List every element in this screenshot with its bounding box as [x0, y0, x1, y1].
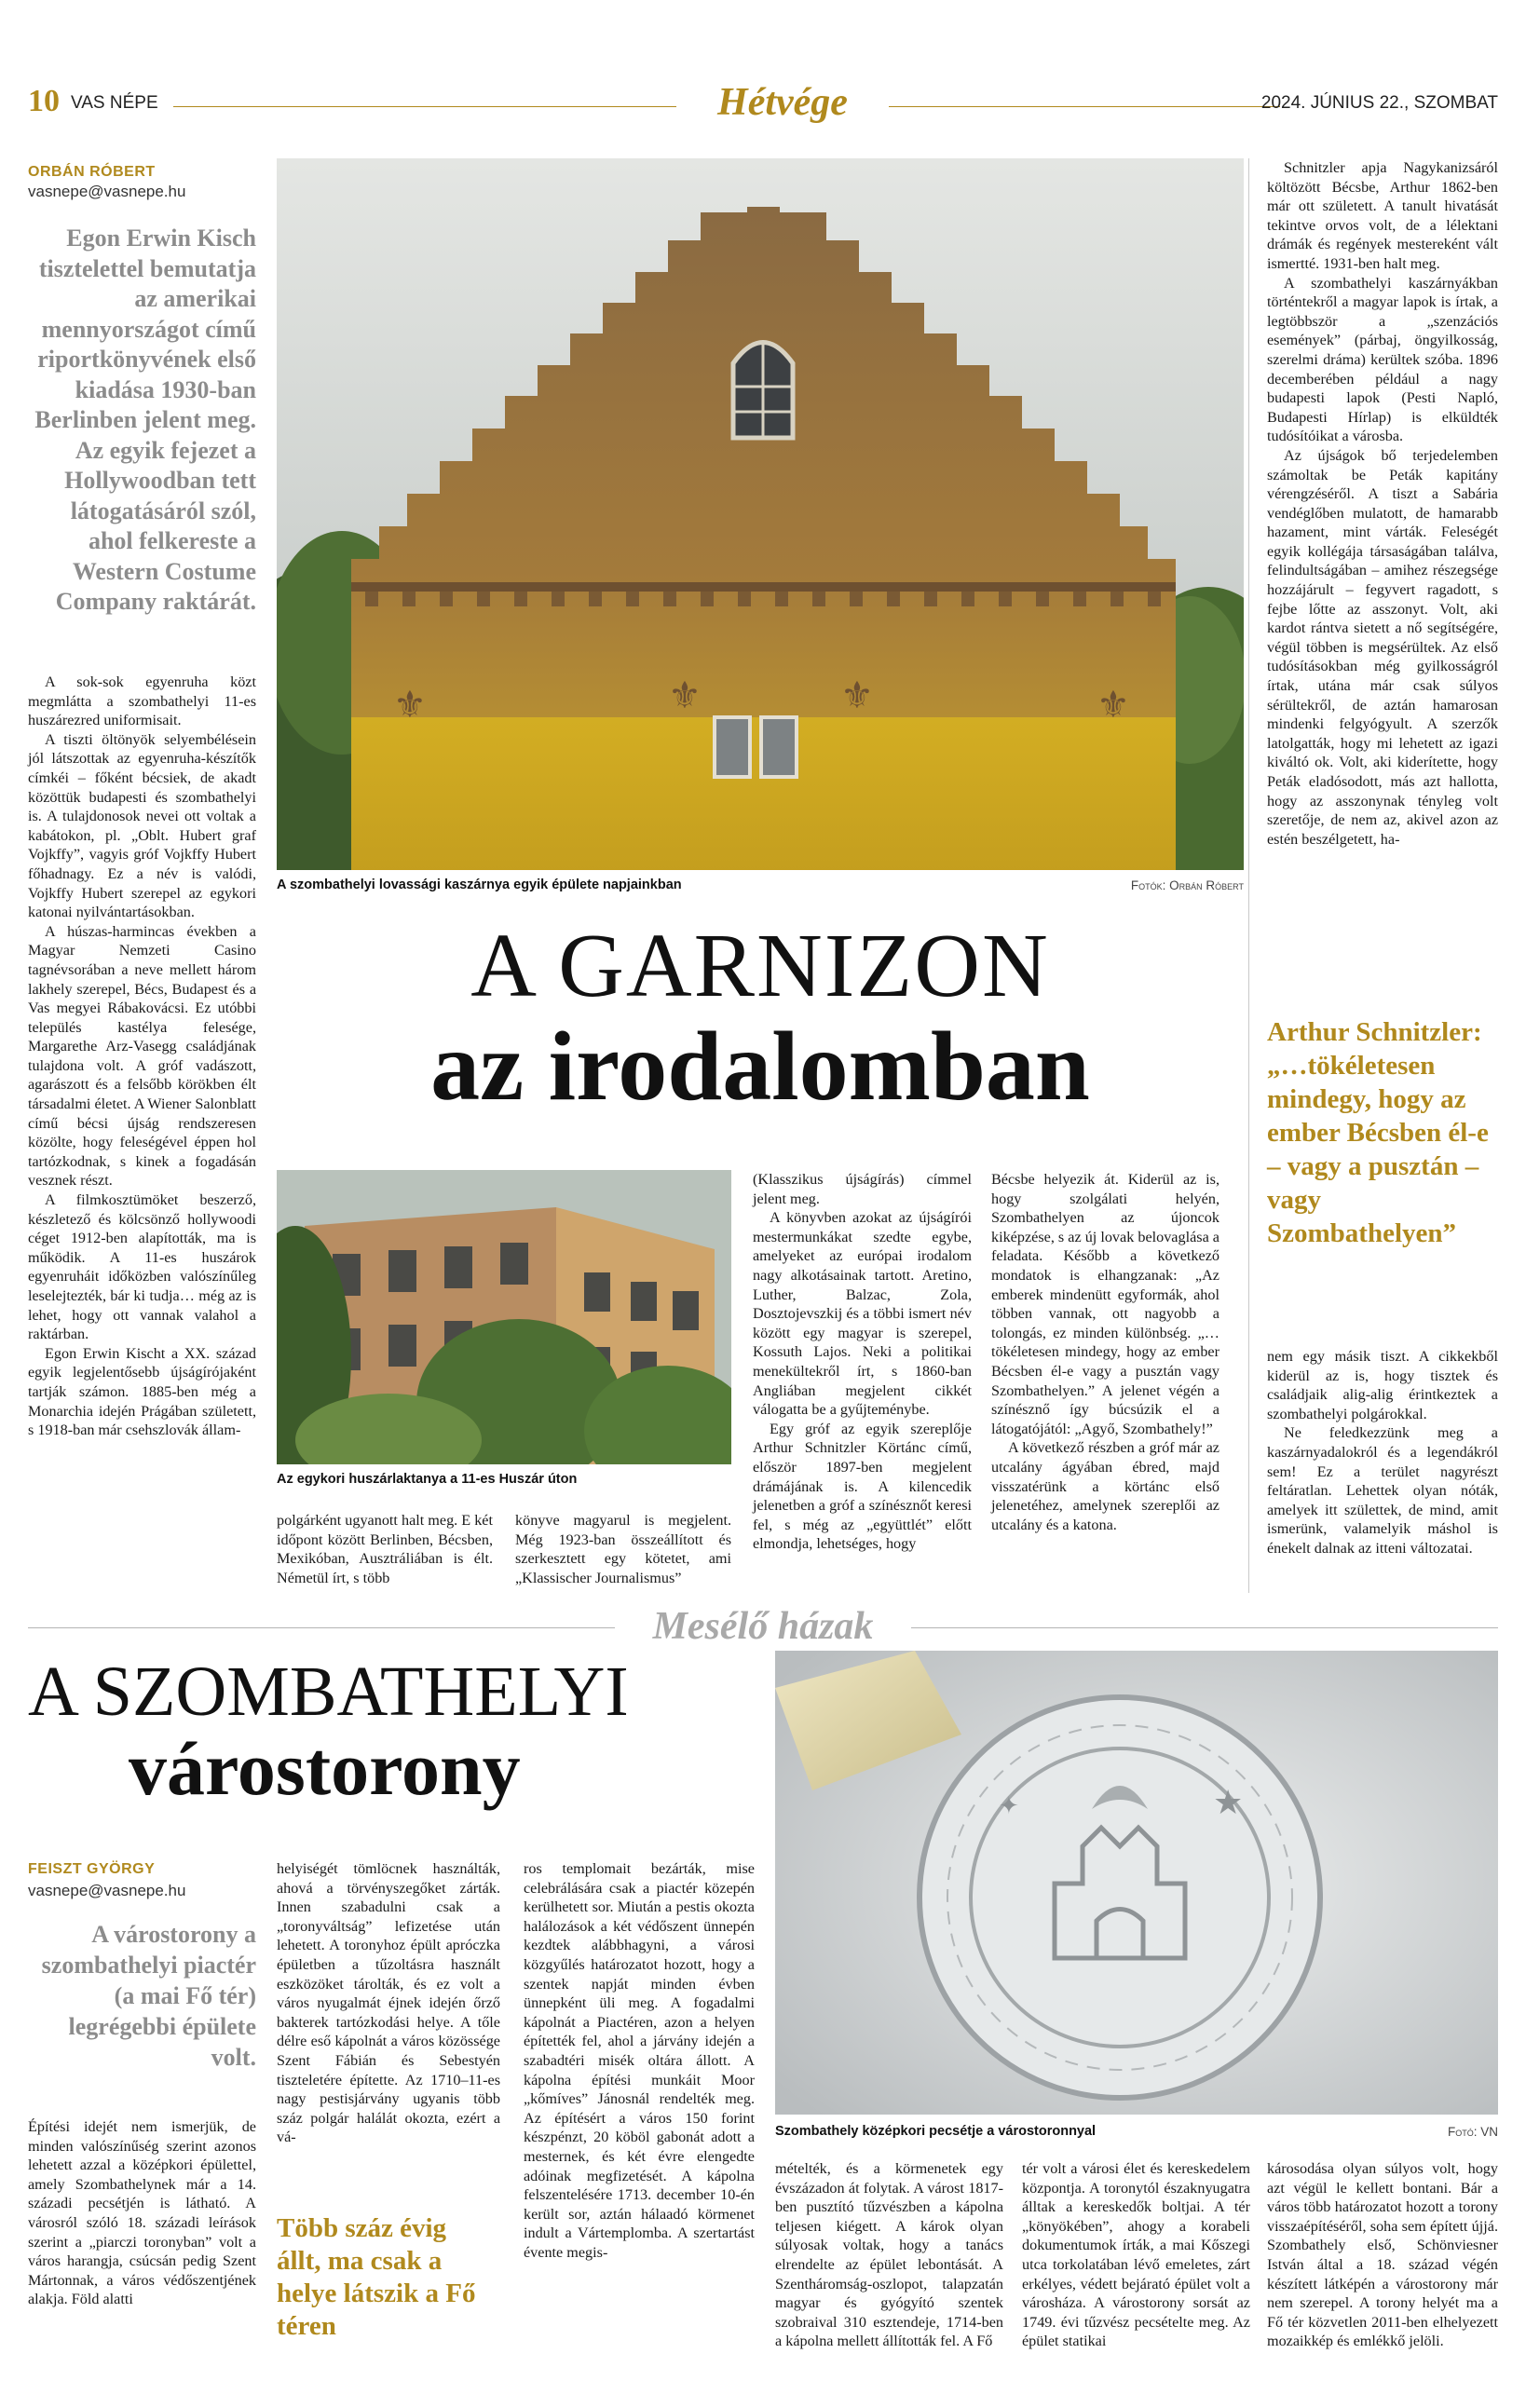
paragraph: helyiségét tömlöcnek használták, ahová a törvényszegőket zárták. Innen szabadulni csak a „toronyváltság” lefizetése után lehetett. A toronyhoz épült apróczka épületben a tűzoltásra használt eszközöket tárolták, és ez volt a város nyugalmát éjnek idején őrző bakterek tartózkodási helye. A tőle délre eső kápolnát a város közössége Szent Fábián és Sebestyén tiszteletére építette. Az 1710–11-es nagy pestisjárvány ugyanis több száz polgár halálát okozta, ezért a vá-: [277, 1860, 500, 2146]
svg-text:⚜: ⚜: [668, 674, 702, 717]
body-col1: [28, 2117, 256, 2309]
body-col6-top: [1267, 158, 1498, 849]
body-col6-bottom: [1267, 1347, 1498, 1558]
paragraph: Egy gróf az egyik szereplője Arthur Schnitzler Körtánc című, először 1897-ben megjelent drámájának is. A kilencedik jelenetben a gróf a színésznőt keresi fel, s még az „együttlét” előtt elmondja, lehetséges, hogy: [753, 1420, 972, 1553]
svg-text:★: ★: [1213, 1784, 1244, 1822]
seal-credit: Fotó: VN: [1448, 2125, 1498, 2139]
body-col4: [753, 1170, 972, 1554]
seal-photo: [775, 1651, 1498, 2115]
paragraph: A következő részben a gróf már az utcalány ágyában ébred, majd visszatérünk a körtánc első jelenetéhez, amelynek szereplői az utcalány és a katona.: [991, 1439, 1219, 1533]
article2-title-line1: A SZOMBATHELYI: [28, 1653, 629, 1731]
body-col5: [1022, 2159, 1250, 2351]
author-email[interactable]: vasnepe@vasnepe.hu: [28, 1882, 186, 1899]
body-col5: [991, 1170, 1219, 1534]
author-email[interactable]: vasnepe@vasnepe.hu: [28, 183, 186, 200]
paragraph: károsodása olyan súlyos volt, hogy azt végül le kellett bontani. Bár a város több határozatot hozott a torony visszaépítéséről, soha sem épített újjá. Szombathely első, Schönviesner István által a 18. század végén készített látképén a várostorony már nem szerepel. A torony helyét ma a Fő tér közvetlen 2011-ben elhelyezett mozaikkép és emlékkő jelöli.: [1267, 2160, 1498, 2350]
photo2-caption: Az egykori huszárlaktanya a 11-es Huszár úton: [277, 1472, 578, 1487]
paragraph: A filmkosztümöket beszerző, készletező és kölcsönző hollywoodi céget 1912-ben alapították, ma is működik. A 11-es huszárok egyenruháit időközben valószínűleg leselejtezték, bár ki tudja… még az is lehet, hogy ott vannak valahol a raktárban.: [28, 1191, 256, 1343]
body-col2: [277, 1859, 500, 2147]
paragraph: A húszas-harmincas években a Magyar Nemzeti Casino tagnévsorában a neve mellett három lakhely szerepel, Bécs, Budapest és a Vas megyei Rábakovácsi. Ez utóbbi település kastélya felesége, Margarethe Arz-Vasegg családjának tulajdona volt. A gróf vadászott, agarászott és a felsőbb körökben élt társadalmi életet. A Wiener Salonblatt című bécsi újság rendszeresen közölte, hogy feleségével éppen hol tartózkodnak, s kinek a fogadásán vesznek részt.: [28, 922, 256, 1190]
barracks-illustration: [277, 158, 1244, 870]
paragraph: polgárként ugyanott halt meg. E két időpont között Berlinben, Bécsben, Mexikóban, Ausztráliában is élt. Németül írt, s több: [277, 1512, 493, 1586]
paragraph: Bécsbe helyezik át. Kiderül az is, hogy szolgálati helyén, Szombathelyen az újoncok kiképzése, s az új lovak belovaglása a feladata. Később a következő mondatok is elhangzanak: „Az emberek mindenütt egyformák, ahol többen vannak, ott nagyobb a tolongás, ez minden különbség. „…tökéletesen mindegy, hogy az ember Bécsben él-e vagy a pusztán vagy Szombathelyen.” A jelenet végén a színésznő így búcsúzik el a látogatójától: „Agyő, Szombathely!”: [991, 1171, 1219, 1437]
svg-text:⚜: ⚜: [1097, 684, 1130, 727]
seal-illustration: [775, 1651, 1498, 2115]
column-rule: [1248, 158, 1249, 1593]
photo1-caption: A szombathelyi lovassági kaszárnya egyik épülete napjainkban: [277, 877, 682, 892]
old-barracks-photo: [277, 1170, 731, 1464]
body-col6: [1267, 2159, 1498, 2351]
paragraph: nem egy másik tiszt. A cikkekből kiderül az is, hogy tisztek és családjaik alig-alig érintkeztek a szombathelyi polgárokkal.: [1267, 1348, 1498, 1422]
barracks-photo: [277, 158, 1244, 870]
paragraph: mételték, és a körmenetek egy évszázadon át folytak. A várost 1817-ben pusztító tűzvészben a kápolna teljesen kiégett. A károk olyan súlyosak voltak, hogy a tanács elrendelte az épület lebontását. A Szentháromság-oszlopot, talapzatán magyar és gyógyító szentek szobraival 310 esztendeje, 1714-ben a kápolna mellett állították fel. A Fő: [775, 2160, 1003, 2350]
body-col1: [28, 673, 256, 1440]
article-title-line1: A GARNIZON: [470, 916, 1050, 1016]
body-col3: [524, 1859, 755, 2262]
paragraph: Schnitzler apja Nagykanizsáról költözött Bécsbe, Arthur 1862-ben már ott született. A tanult hivatását tekintve orvos volt, de a lélektani drámák és regények mestereként vált ismertté. 1931-ben halt meg.: [1267, 159, 1498, 272]
article2-title-line2: várostorony: [129, 1726, 521, 1811]
paragraph: Egon Erwin Kischt a XX. század egyik legjelentősebb újságírójaként tartják számon. 1885-ben még a Monarchia idején Prágában született, s 1918-ban már csehszlovák állam-: [28, 1344, 256, 1439]
paragraph: tér volt a városi élet és kereskedelem központja. A toronytól északnyugatra álltak a kereskedők boltjai. A tér „könyökében”, ahogy a korabeli dokumentumok írták, a mai Kőszegi utca torkolatában lévő emeletes, zárt erkélyes, védett bejárató épület volt a városháza. A várostorony sorsát az 1749. évi tűzvész pecsételte meg. Az épület statikai: [1022, 2160, 1250, 2350]
article-title-line2: az irodalomban: [430, 1012, 1090, 1121]
photo1-credit: Fotók: Orbán Róbert: [1130, 878, 1244, 892]
paragraph: könyve magyarul is megjelent. Még 1923-ban összeállított és szerkesztett egy kötetet, ami „Klassischer Journalismus”: [515, 1512, 731, 1586]
paragraph: Az újságok bő terjedelemben számoltak be Peták kapitány vérengzéséről. A tiszt a Sabária vendéglőben mulatott, de hamarabb hazament, mint várták. Feleségét egyik kollégája társaságában találva, felindultságában – amihez részegsége hozzájárult – fegyvert ragadott, s fejbe lőtte az asszonyt. Volt, aki kardot rántva sietett a nő segítségére, végül többen is megsérültek. Az első tudósításokban még gyilkosságról írtak, utána már csak súlyos sérültekről, de aztán hamarosan mindenki felgyógyult. A szerzők latolgatták, hogy mi lehetett az igazi kiváltó ok. Volt, aki kiderítette, hogy Peták eladósodott, más azt hallotta, hogy az asszonynak tényleg volt szeretője, de nem az, akivel azon az estén beszélgetett, ha-: [1267, 446, 1498, 848]
body-col3: [515, 1511, 731, 1587]
old-barracks-illustration: [277, 1170, 731, 1464]
author-name: FEISZT GYÖRGY: [28, 1861, 156, 1877]
seal-caption: Szombathely középkori pecsétje a várostoronnyal: [775, 2124, 1097, 2139]
paragraph: A könyvben azokat az újságírói mestermunkákat szedte egybe, amelyeket az európai irodalom nagy alkotásainak tartott. Aretino, Luther, Balzac, Zola, Dosztojevszkij és a többi ismert név között egy magyar is szerepel, Kossuth Lajos. Neki a politikai menekültekről írt, s 1860-ban Angliában megjelent cikkét válogatta be a gyűjteménybe.: [753, 1209, 972, 1419]
body-col4: [775, 2159, 1003, 2351]
body-col2: [277, 1511, 493, 1587]
paragraph: Építési idejét nem ismerjük, de minden valószínűség szerint azonos lehetett azzal a középkori épülettel, amely Szombathelynek már a 14. századi pecsétjén is látható. A városról szóló 18. századi leírások szerint a „piarczi toronyban” volt a város harangja, csúcsán pedig Szent Mártonnak, a város védőszentjének alakja. Föld alatti: [28, 2118, 256, 2308]
series-divider: [28, 1604, 1498, 1651]
section-title: Hétvége: [717, 81, 848, 124]
paragraph: A tiszti öltönyök selyembélésein jól látszottak az egyenruha-készítők címkéi – főként bécsiek, de akadt közöttük budapesti és szombathelyi is. A tulajdonosok nevei ott voltak a kabátokon, pl. „Oblt. Hubert graf Vojkffy”, vagyis gróf Vojkffy Hubert főhadnagy. Ez a név is valódi, Vojkffy Hubert szerepel az egykori katonai nyilvántartásokban.: [28, 730, 256, 921]
svg-text:⚜: ⚜: [840, 674, 874, 717]
paragraph: (Klasszikus újságírás) címmel jelent meg.: [753, 1171, 972, 1207]
svg-text:✦: ✦: [999, 1792, 1019, 1820]
pull-quote: Arthur Schnitzler: „…tökéletesen mindegy, hogy az ember Bécsben él-e – vagy a pusztán – vagy Szombathelyen”: [1267, 1017, 1489, 1248]
paragraph: ros templomait bezárták, mise celebrálására csak a piactér közepén kerülhetett sor. Miután a pestis okozta halálozások a két védőszent ünnepén kezdtek alábbhagyni, a városi közgyűlés határozatot hozott, hogy a szentek napját minden évben ünnepként üli meg. A fogadalmi kápolnát a Piactéren, azon a helyen építették fel, ahol a járvány idején a szabadtéri misék oltára állott. A kápolna építési munkáit Moor „kőmíves” Jánosnál rendelték meg. Az építésért a város 150 forint készpénzt, 20 köböl gabonát adott a mesternek, és két évre elengedte adóinak megfizetését. A kápolna felszentelésére 1713. december 10-én került sor, aztán hálaadó körmenet indult a Vártemplomba. A szertartást évente megis-: [524, 1860, 755, 2261]
paragraph: A szombathelyi kaszárnyákban történtekről a magyar lapok is írtak, a legtöbbször a „szenzációs események” (párbaj, öngyilkosság, szerelmi dráma) kerültek szóba. 1896 decemberében például a nagy budapesti lapok (Pesti Napló, Budapesti Hírlap) is elküldték tudósítóikat a városba.: [1267, 274, 1498, 445]
lead-paragraph: A várostorony a szombathelyi piactér (a mai Fő tér) legrégebbi épülete volt.: [41, 1921, 256, 2071]
article-varostorony: [0, 1649, 1526, 2394]
author-name: ORBÁN RÓBERT: [28, 164, 156, 180]
paper-name: VAS NÉPE: [71, 93, 158, 113]
lead-paragraph: Egon Erwin Kisch tisztelettel bemutatja az amerikai mennyországot című riportkönyvének első kiadása 1930-ban Berlinben jelent meg. Az egyik fejezet a Hollywoodban tett látogatásáról szól, ahol felkereste a Western Costume Company raktárát.: [34, 224, 256, 615]
issue-date: 2024. JÚNIUS 22., SZOMBAT: [1260, 93, 1498, 113]
svg-text:⚜: ⚜: [393, 684, 427, 727]
paragraph: A sok-sok egyenruha közt megmlátta a szombathelyi 11-es huszárezred uniformisait.: [28, 673, 256, 729]
paragraph: Ne feledkezzünk meg a kaszárnyadalokról és a legendákról sem! Ez a terület nagyrészt feltáratlan. Lehettek olyan nóták, amelyek itt születtek, de mind, amit ismerünk, valamelyik máshol is énekelt dalnak az itteni változatai.: [1267, 1424, 1498, 1557]
page-number: 10: [28, 84, 60, 118]
series-label: Mesélő házak: [652, 1605, 874, 1648]
pull-quote: Több száz évig állt, ma csak a helye látszik a Fő téren: [277, 2213, 476, 2341]
